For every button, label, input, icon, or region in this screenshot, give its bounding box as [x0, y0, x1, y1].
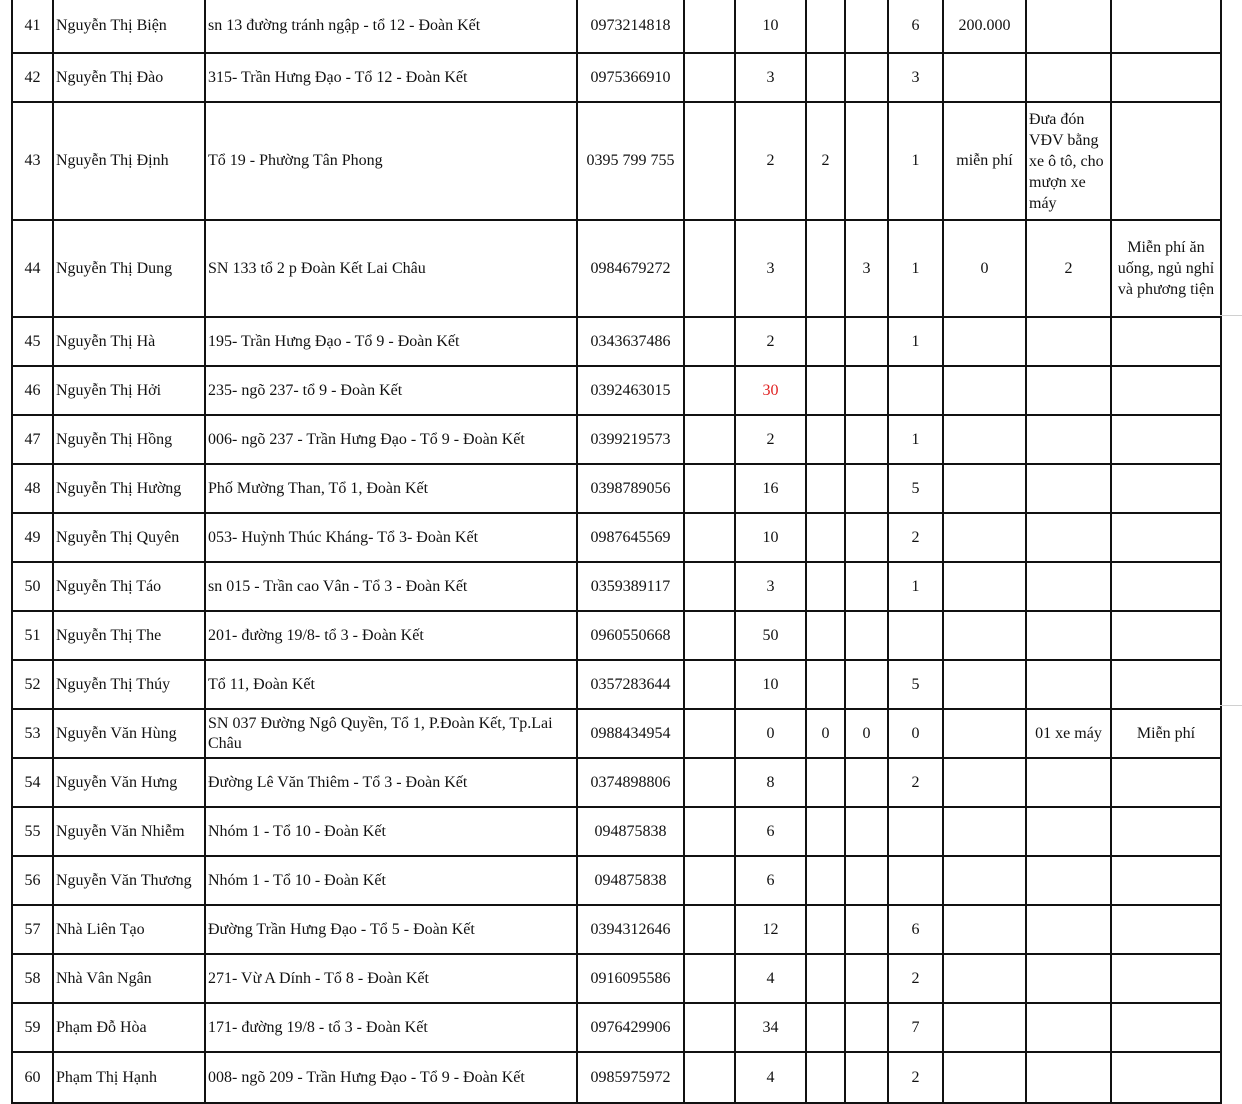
cell-col9: 1 [888, 220, 943, 317]
cell-col6: 10 [735, 660, 806, 709]
cell-col8 [845, 513, 888, 562]
cell-col5 [684, 220, 735, 317]
cell-name: Nguyễn Thị Thúy [53, 660, 205, 709]
cell-phone: 094875838 [577, 807, 684, 856]
cell-col8 [845, 954, 888, 1003]
cell-col9: 5 [888, 464, 943, 513]
cell-col7 [806, 415, 845, 464]
cell-col6: 50 [735, 611, 806, 660]
cell-name: Nhà Vân Ngân [53, 954, 205, 1003]
cell-col11 [1026, 611, 1111, 660]
cell-col12 [1111, 317, 1221, 366]
grid-line [1220, 705, 1242, 706]
table-row [12, 366, 1221, 415]
grid-line [1220, 315, 1242, 316]
cell-col7 [806, 53, 845, 102]
cell-phone: 0987645569 [577, 513, 684, 562]
cell-col10: miễn phí [943, 102, 1026, 220]
cell-name: Nguyễn Văn Hùng [53, 709, 205, 758]
table-row [12, 415, 1221, 464]
cell-col8 [845, 53, 888, 102]
cell-col9: 1 [888, 102, 943, 220]
cell-col5 [684, 562, 735, 611]
cell-col7 [806, 905, 845, 954]
cell-address: Tổ 11, Đoàn Kết [205, 660, 577, 709]
cell-stt: 56 [12, 856, 53, 905]
cell-col5 [684, 317, 735, 366]
cell-col5 [684, 53, 735, 102]
cell-col6: 10 [735, 513, 806, 562]
cell-stt: 45 [12, 317, 53, 366]
cell-col11 [1026, 660, 1111, 709]
table-row [12, 660, 1221, 709]
cell-col9 [888, 856, 943, 905]
cell-col8 [845, 464, 888, 513]
cell-name: Nguyễn Văn Hưng [53, 758, 205, 807]
cell-col5 [684, 464, 735, 513]
cell-address: 053- Huỳnh Thúc Kháng- Tổ 3- Đoàn Kết [205, 513, 577, 562]
cell-col8 [845, 660, 888, 709]
cell-stt: 57 [12, 905, 53, 954]
cell-col5 [684, 954, 735, 1003]
cell-col12 [1111, 856, 1221, 905]
cell-col12 [1111, 366, 1221, 415]
cell-col10 [943, 611, 1026, 660]
table-row [12, 220, 1221, 317]
cell-col12 [1111, 415, 1221, 464]
table-row [12, 102, 1221, 220]
table-row [12, 0, 1221, 53]
cell-col10 [943, 758, 1026, 807]
cell-col11 [1026, 758, 1111, 807]
cell-address: 235- ngõ 237- tổ 9 - Đoàn Kết [205, 366, 577, 415]
cell-col7: 0 [806, 709, 845, 758]
cell-col6: 30 [735, 366, 806, 415]
cell-phone: 0988434954 [577, 709, 684, 758]
cell-address: 271- Vừ A Dính - Tổ 8 - Đoàn Kết [205, 954, 577, 1003]
cell-col10 [943, 464, 1026, 513]
cell-stt: 50 [12, 562, 53, 611]
cell-name: Nguyễn Thị Hồng [53, 415, 205, 464]
cell-phone: 0399219573 [577, 415, 684, 464]
cell-col11 [1026, 905, 1111, 954]
cell-col5 [684, 1003, 735, 1052]
cell-col6: 34 [735, 1003, 806, 1052]
cell-phone: 0976429906 [577, 1003, 684, 1052]
cell-col11 [1026, 807, 1111, 856]
cell-col5 [684, 758, 735, 807]
cell-col11: 01 xe máy [1026, 709, 1111, 758]
cell-col6: 2 [735, 317, 806, 366]
cell-col9: 2 [888, 1052, 943, 1103]
cell-col12: Miễn phí [1111, 709, 1221, 758]
cell-col6: 3 [735, 220, 806, 317]
cell-col12 [1111, 611, 1221, 660]
cell-col8 [845, 905, 888, 954]
cell-col11 [1026, 464, 1111, 513]
cell-name: Nguyễn Thị Đào [53, 53, 205, 102]
cell-phone: 0975366910 [577, 53, 684, 102]
cell-col10 [943, 905, 1026, 954]
cell-col5 [684, 611, 735, 660]
cell-name: Nguyễn Thị Táo [53, 562, 205, 611]
cell-address: Nhóm 1 - Tổ 10 - Đoàn Kết [205, 807, 577, 856]
cell-stt: 46 [12, 366, 53, 415]
cell-col6: 3 [735, 53, 806, 102]
cell-col8 [845, 1003, 888, 1052]
cell-col11 [1026, 954, 1111, 1003]
cell-col12 [1111, 102, 1221, 220]
cell-stt: 58 [12, 954, 53, 1003]
cell-col10 [943, 1052, 1026, 1103]
cell-col9: 2 [888, 758, 943, 807]
cell-name: Nguyễn Thị Biện [53, 0, 205, 53]
cell-col8 [845, 1052, 888, 1103]
cell-col7 [806, 464, 845, 513]
cell-col8 [845, 611, 888, 660]
cell-col6: 16 [735, 464, 806, 513]
cell-stt: 51 [12, 611, 53, 660]
cell-col8 [845, 562, 888, 611]
cell-col12 [1111, 660, 1221, 709]
cell-col9: 1 [888, 317, 943, 366]
cell-name: Nguyễn Thị Hởi [53, 366, 205, 415]
cell-address: Tổ 19 - Phường Tân Phong [205, 102, 577, 220]
cell-address: 195- Trần Hưng Đạo - Tổ 9 - Đoàn Kết [205, 317, 577, 366]
cell-col6: 6 [735, 856, 806, 905]
cell-col7 [806, 807, 845, 856]
cell-col9: 2 [888, 513, 943, 562]
cell-stt: 43 [12, 102, 53, 220]
cell-col7 [806, 611, 845, 660]
cell-phone: 0916095586 [577, 954, 684, 1003]
cell-phone: 0343637486 [577, 317, 684, 366]
cell-col8 [845, 0, 888, 53]
cell-address: Đường Trần Hưng Đạo - Tổ 5 - Đoàn Kết [205, 905, 577, 954]
table-row [12, 464, 1221, 513]
cell-col9: 0 [888, 709, 943, 758]
cell-col12 [1111, 1003, 1221, 1052]
cell-col9: 2 [888, 954, 943, 1003]
cell-stt: 44 [12, 220, 53, 317]
cell-col11 [1026, 53, 1111, 102]
cell-col6: 6 [735, 807, 806, 856]
cell-phone: 0394312646 [577, 905, 684, 954]
cell-name: Nguyễn Thị Dung [53, 220, 205, 317]
cell-stt: 55 [12, 807, 53, 856]
table-row [12, 562, 1221, 611]
cell-col12 [1111, 0, 1221, 53]
cell-phone: 0985975972 [577, 1052, 684, 1103]
cell-col12 [1111, 1052, 1221, 1103]
cell-col7 [806, 1003, 845, 1052]
cell-address: 315- Trần Hưng Đạo - Tổ 12 - Đoàn Kết [205, 53, 577, 102]
cell-col10: 200.000 [943, 0, 1026, 53]
cell-name: Nguyễn Thị The [53, 611, 205, 660]
cell-col11 [1026, 317, 1111, 366]
cell-col9: 1 [888, 415, 943, 464]
cell-name: Nguyễn Thị Định [53, 102, 205, 220]
cell-phone: 094875838 [577, 856, 684, 905]
cell-col10 [943, 709, 1026, 758]
table-row [12, 1052, 1221, 1103]
cell-col10: 0 [943, 220, 1026, 317]
cell-col8: 3 [845, 220, 888, 317]
cell-col12 [1111, 954, 1221, 1003]
cell-address: SN 037 Đường Ngô Quyền, Tổ 1, P.Đoàn Kết, Tp.Lai Châu [205, 709, 577, 758]
cell-phone: 0374898806 [577, 758, 684, 807]
cell-col11 [1026, 1003, 1111, 1052]
cell-name: Nguyễn Thị Hường [53, 464, 205, 513]
cell-col7 [806, 513, 845, 562]
cell-col12 [1111, 905, 1221, 954]
cell-col6: 2 [735, 102, 806, 220]
cell-col11 [1026, 562, 1111, 611]
cell-phone: 0960550668 [577, 611, 684, 660]
cell-phone: 0984679272 [577, 220, 684, 317]
cell-col10 [943, 1003, 1026, 1052]
cell-col7: 2 [806, 102, 845, 220]
cell-col9: 5 [888, 660, 943, 709]
cell-col6: 8 [735, 758, 806, 807]
cell-col8: 0 [845, 709, 888, 758]
cell-col5 [684, 807, 735, 856]
cell-col9: 1 [888, 562, 943, 611]
cell-col10 [943, 53, 1026, 102]
table-row [12, 709, 1221, 758]
cell-address: 201- đường 19/8- tổ 3 - Đoàn Kết [205, 611, 577, 660]
cell-col10 [943, 415, 1026, 464]
cell-stt: 49 [12, 513, 53, 562]
cell-col8 [845, 807, 888, 856]
cell-col9: 6 [888, 905, 943, 954]
cell-address: sn 13 đường tránh ngập - tổ 12 - Đoàn Kết [205, 0, 577, 53]
cell-col10 [943, 807, 1026, 856]
cell-col8 [845, 758, 888, 807]
cell-name: Nguyễn Văn Nhiễm [53, 807, 205, 856]
cell-phone: 0398789056 [577, 464, 684, 513]
cell-col9 [888, 611, 943, 660]
cell-col6: 10 [735, 0, 806, 53]
cell-col10 [943, 660, 1026, 709]
cell-stt: 53 [12, 709, 53, 758]
cell-col5 [684, 1052, 735, 1103]
cell-col5 [684, 905, 735, 954]
cell-col10 [943, 856, 1026, 905]
cell-col12 [1111, 562, 1221, 611]
cell-col9 [888, 807, 943, 856]
cell-col9: 3 [888, 53, 943, 102]
cell-col7 [806, 366, 845, 415]
cell-name: Nguyễn Văn Thương [53, 856, 205, 905]
cell-stt: 52 [12, 660, 53, 709]
cell-stt: 47 [12, 415, 53, 464]
table-row [12, 317, 1221, 366]
cell-col5 [684, 856, 735, 905]
cell-col11 [1026, 856, 1111, 905]
table-row [12, 758, 1221, 807]
cell-name: Nguyễn Thị Quyên [53, 513, 205, 562]
table-row [12, 856, 1221, 905]
cell-address: Nhóm 1 - Tổ 10 - Đoàn Kết [205, 856, 577, 905]
cell-col7 [806, 317, 845, 366]
cell-col7 [806, 954, 845, 1003]
cell-col7 [806, 0, 845, 53]
cell-col5 [684, 102, 735, 220]
cell-col7 [806, 1052, 845, 1103]
cell-col5 [684, 366, 735, 415]
cell-col7 [806, 758, 845, 807]
cell-col8 [845, 317, 888, 366]
cell-col10 [943, 366, 1026, 415]
cell-col6: 4 [735, 954, 806, 1003]
cell-col8 [845, 102, 888, 220]
cell-col10 [943, 513, 1026, 562]
cell-col5 [684, 709, 735, 758]
cell-address: 008- ngõ 209 - Trần Hưng Đạo - Tổ 9 - Đoàn Kết [205, 1052, 577, 1103]
table-row [12, 807, 1221, 856]
cell-stt: 60 [12, 1052, 53, 1103]
table-row [12, 954, 1221, 1003]
cell-address: Đường Lê Văn Thiêm - Tổ 3 - Đoàn Kết [205, 758, 577, 807]
cell-stt: 48 [12, 464, 53, 513]
cell-col12 [1111, 513, 1221, 562]
cell-phone: 0392463015 [577, 366, 684, 415]
cell-phone: 0357283644 [577, 660, 684, 709]
table-row [12, 1003, 1221, 1052]
cell-col12 [1111, 464, 1221, 513]
cell-col6: 4 [735, 1052, 806, 1103]
cell-stt: 59 [12, 1003, 53, 1052]
cell-stt: 54 [12, 758, 53, 807]
cell-name: Phạm Đỗ Hòa [53, 1003, 205, 1052]
cell-name: Nhà Liên Tạo [53, 905, 205, 954]
cell-col7 [806, 856, 845, 905]
table-body [12, 0, 1221, 1103]
cell-address: 171- đường 19/8 - tổ 3 - Đoàn Kết [205, 1003, 577, 1052]
cell-address: Phố Mường Than, Tổ 1, Đoàn Kết [205, 464, 577, 513]
cell-col8 [845, 415, 888, 464]
table-row [12, 611, 1221, 660]
cell-col9 [888, 366, 943, 415]
cell-address: 006- ngõ 237 - Trần Hưng Đạo - Tổ 9 - Đoàn Kết [205, 415, 577, 464]
cell-col11 [1026, 1052, 1111, 1103]
cell-col11: Đưa đón VĐV bằng xe ô tô, cho mượn xe máy [1026, 102, 1111, 220]
cell-col7 [806, 220, 845, 317]
cell-col12 [1111, 807, 1221, 856]
cell-col11 [1026, 513, 1111, 562]
cell-col7 [806, 562, 845, 611]
cell-phone: 0359389117 [577, 562, 684, 611]
cell-col5 [684, 0, 735, 53]
cell-col5 [684, 660, 735, 709]
lodging-table [11, 0, 1222, 1104]
cell-col9: 6 [888, 0, 943, 53]
cell-col12 [1111, 53, 1221, 102]
table-row [12, 53, 1221, 102]
cell-col9: 7 [888, 1003, 943, 1052]
cell-stt: 41 [12, 0, 53, 53]
cell-col10 [943, 562, 1026, 611]
cell-col12: Miễn phí ăn uống, ngủ nghỉ và phương tiện [1111, 220, 1221, 317]
cell-col11: 2 [1026, 220, 1111, 317]
cell-col6: 2 [735, 415, 806, 464]
cell-col6: 0 [735, 709, 806, 758]
table-row [12, 905, 1221, 954]
cell-col11 [1026, 415, 1111, 464]
cell-col8 [845, 856, 888, 905]
cell-col12 [1111, 758, 1221, 807]
cell-address: SN 133 tổ 2 p Đoàn Kết Lai Châu [205, 220, 577, 317]
cell-col11 [1026, 0, 1111, 53]
table-row [12, 513, 1221, 562]
cell-col10 [943, 317, 1026, 366]
cell-phone: 0395 799 755 [577, 102, 684, 220]
cell-name: Phạm Thị Hạnh [53, 1052, 205, 1103]
cell-col10 [943, 954, 1026, 1003]
cell-address: sn 015 - Trần cao Vân - Tổ 3 - Đoàn Kết [205, 562, 577, 611]
cell-col6: 12 [735, 905, 806, 954]
cell-col11 [1026, 366, 1111, 415]
cell-stt: 42 [12, 53, 53, 102]
cell-col8 [845, 366, 888, 415]
cell-col6: 3 [735, 562, 806, 611]
cell-name: Nguyễn Thị Hà [53, 317, 205, 366]
cell-col5 [684, 513, 735, 562]
cell-phone: 0973214818 [577, 0, 684, 53]
cell-col5 [684, 415, 735, 464]
cell-col7 [806, 660, 845, 709]
